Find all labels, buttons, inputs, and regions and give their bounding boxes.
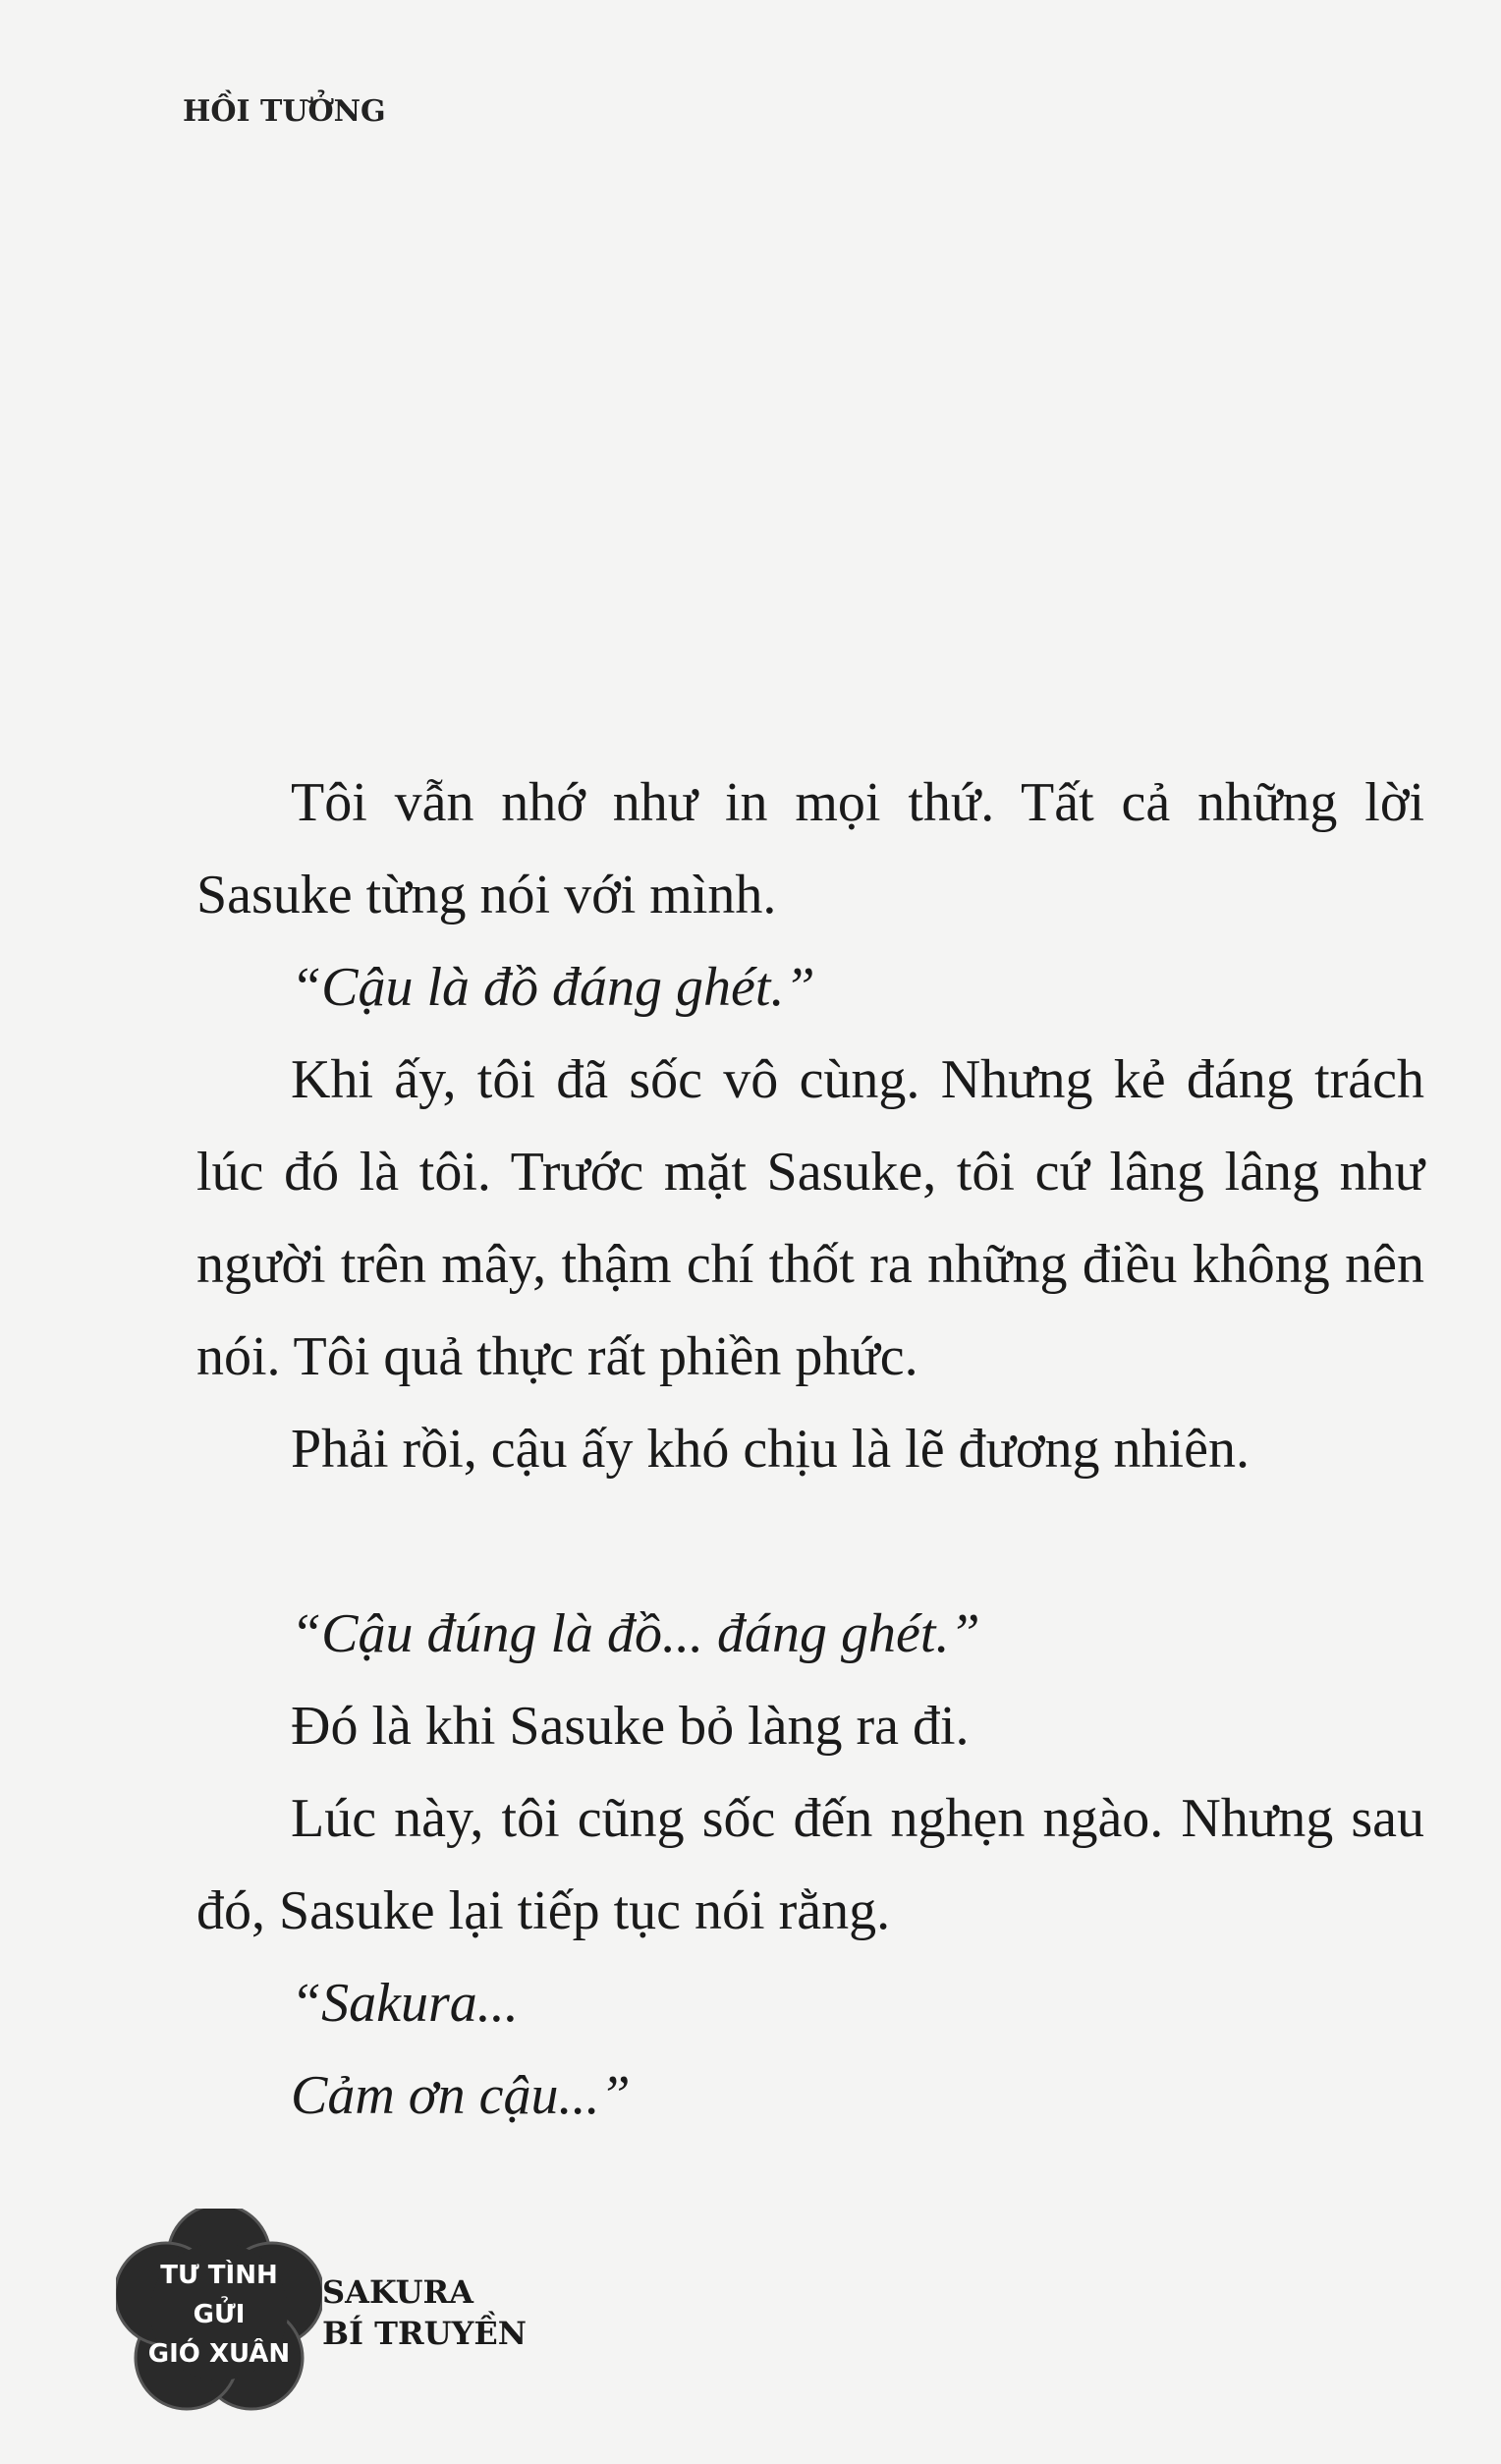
book-title-line: BÍ TRUYỀN bbox=[322, 2315, 527, 2352]
logo-line: GIÓ XUÂN bbox=[147, 2339, 291, 2369]
logo-text bbox=[116, 2256, 322, 2374]
body-text bbox=[196, 756, 1424, 2142]
quote-line: Cảm ơn cậu...” bbox=[291, 2065, 631, 2126]
quote-line: “Cậu là đồ đáng ghét.” bbox=[291, 957, 815, 1018]
book-title-line: SAKURA bbox=[322, 2273, 473, 2311]
quote-line: “Cậu đúng là đồ... đáng ghét.” bbox=[291, 1603, 980, 1664]
paragraph: Phải rồi, cậu ấy khó chịu là lẽ đương nhiên. bbox=[291, 1419, 1250, 1480]
series-logo bbox=[116, 2209, 322, 2415]
logo-line: GỬI bbox=[193, 2300, 246, 2329]
paragraph: Đó là khi Sasuke bỏ làng ra đi. bbox=[291, 1696, 970, 1757]
paragraph: Tôi vẫn nhớ như in mọi thứ. Tất cả những lời Sasuke từng nói với mình. bbox=[196, 772, 1424, 925]
logo-line: TƯ TÌNH bbox=[160, 2261, 278, 2290]
book-title bbox=[322, 2271, 527, 2354]
quote-line: “Sakura... bbox=[291, 1973, 519, 2034]
paragraph: Lúc này, tôi cũng sốc đến nghẹn ngào. Nhưng sau đó, Sasuke lại tiếp tục nói rằng. bbox=[196, 1788, 1424, 1941]
running-header: HỒI TƯỞNG bbox=[183, 94, 386, 129]
paragraph: Khi ấy, tôi đã sốc vô cùng. Nhưng kẻ đáng trách lúc đó là tôi. Trước mặt Sasuke, tôi cứ lâng lâng như người trên mây, thậm chí thốt ra những điều không nên nói. Tôi quả thực rất phiền phức. bbox=[196, 1049, 1424, 1387]
